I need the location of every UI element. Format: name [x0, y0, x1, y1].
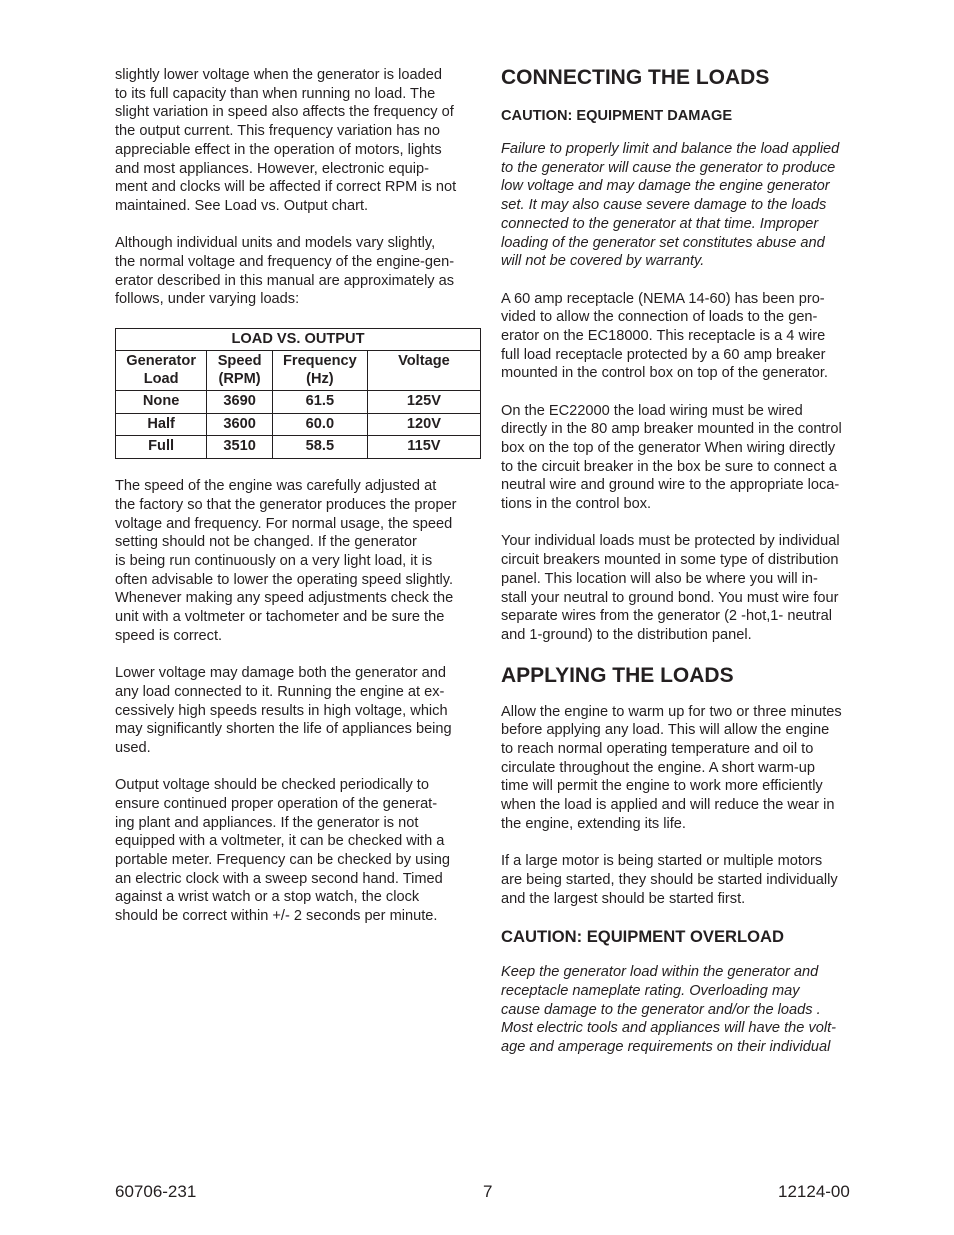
paragraph-distribution-panel: Your individual loads must be protected by individual circuit breakers mounted in some type of distribution panel. This location will also be where you will in- stall your neutral to ground bond. You must wire four separate wires from the generator (2 -hot,1- neutral and 1-ground) to the distribution panel. [501, 533, 840, 643]
paragraph-output-check: Output voltage should be checked periodically to ensure continued proper operation of the generat- ing plant and appliances. If the generator is not equipped with a voltmeter, it can be checked with a portable meter. Frequency can be checked by using an electric clock with a sweep second hand. Timed against a wrist watch or a stop watch, the clock should be correct within +/- 2 seconds per minute. [115, 777, 451, 925]
table-row [116, 391, 481, 414]
header-speed: Speed (RPM) [207, 351, 273, 391]
heading-connecting-loads: CONNECTING THE LOADS [501, 66, 770, 89]
caution-equipment-damage-heading: CAUTION: EQUIPMENT DAMAGE [501, 108, 733, 124]
header-generator-load: Generator Load [116, 351, 207, 391]
table-row [116, 436, 481, 459]
page-number: 7 [483, 1182, 493, 1201]
paragraph-ec22000-wiring: On the EC22000 the load wiring must be wired directly in the 80 amp breaker mounted in the control box on the top of the generator When wiring directly to the circuit breaker in the box be sure to connect a neutral wire and ground wire to the appropriate loca- tions in the control box. [501, 402, 842, 513]
table-header-row [116, 351, 481, 391]
cell-speed: 3600 [207, 413, 273, 436]
load-vs-output-table [115, 328, 481, 459]
footer-right-code: 12124-00 [778, 1182, 850, 1201]
cell-speed: 3510 [207, 436, 273, 459]
cell-load: Half [116, 413, 207, 436]
cell-load: None [116, 391, 207, 414]
header-frequency: Frequency (Hz) [272, 351, 367, 391]
paragraph-warm-up: Allow the engine to warm up for two or three minutes before applying any load. This will allow the engine to reach normal operating temperature and oil to circulate throughout the engine. A short warm-up time will permit the engine to work more efficiently when the load is applied and will reduce the wear in the engine, extending its life. [501, 703, 842, 832]
cell-voltage: 115V [367, 436, 480, 459]
heading-applying-loads: APPLYING THE LOADS [501, 663, 734, 687]
cell-frequency: 61.5 [272, 391, 367, 414]
cell-voltage: 120V [367, 413, 480, 436]
paragraph-speed-adjustment: The speed of the engine was carefully adjusted at the factory so that the generator produces the proper voltage and frequency. For normal usage, the speed setting should not be changed. If the generator is being run continuously on a very light load, it is often advisable to lower the operating speed slightly. Whenever making any speed adjustments check the unit with a voltmeter or tachometer and be sure the speed is correct. [115, 478, 457, 644]
paragraph-receptacle: A 60 amp receptacle (NEMA 14-60) has been pro- vided to allow the connection of loads to the gen- erator on the EC18000. This receptacle is a 4 wire full load receptacle protected by a 60 amp breaker mounted in the control box on top of the generator. [501, 290, 828, 382]
paragraph-normal-voltage: Although individual units and models vary slightly, the normal voltage and frequency of the engine-gen- erator described in this manual are approximately as follows, under varying loads: [115, 235, 455, 308]
right-column [501, 66, 869, 1075]
footer-left-code: 60706-231 [115, 1182, 197, 1201]
cell-voltage: 125V [367, 391, 480, 414]
cell-speed: 3690 [207, 391, 273, 414]
paragraph-voltage-variation: slightly lower voltage when the generator is loaded to its full capacity than when running no load. The slight variation in speed also affects the frequency of the output current. This frequency variation has no appreciable effect in the operation of motors, lights and most appliances. However, electronic equip- ment and clocks will be affected if correct RPM is not maintained. See Load vs. Output chart. [115, 67, 457, 214]
table-title: LOAD VS. OUTPUT [116, 328, 481, 351]
caution-equipment-damage-text: Failure to properly limit and balance the load applied to the generator will cause the generator to produce low voltage and may damage the engine generator set. It may also cause severe damage to the loads connected to the generator at that time. Improper loading of the generator set constitutes abuse and will not be covered by warranty. [501, 141, 840, 270]
caution-equipment-overload-heading: CAUTION: EQUIPMENT OVERLOAD [501, 927, 785, 947]
paragraph-lower-voltage: Lower voltage may damage both the generator and any load connected to it. Running the engine at ex- cessively high speeds results in high voltage, which may significantly shorten the life of appliances being used. [115, 665, 452, 756]
header-voltage: Voltage [367, 351, 480, 391]
paragraph-large-motor: If a large motor is being started or multiple motors are being started, they should be started individually and the largest should be started first. [501, 853, 838, 907]
cell-frequency: 58.5 [272, 436, 367, 459]
table-row [116, 413, 481, 436]
left-column [115, 66, 483, 944]
caution-equipment-overload-text: Keep the generator load within the generator and receptacle nameplate rating. Overloading may cause damage to the generator and/or the loads . Most electric tools and appliances will have the volt- age and amperage requirements on their individual [501, 964, 837, 1056]
cell-load: Full [116, 436, 207, 459]
cell-frequency: 60.0 [272, 413, 367, 436]
